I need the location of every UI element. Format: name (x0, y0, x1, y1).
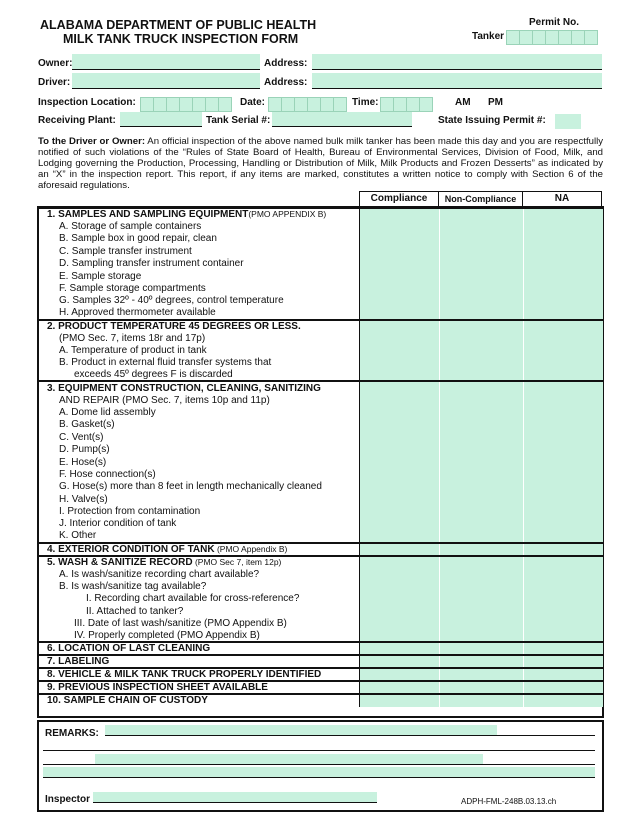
checklist-item-text: 8. VEHICLE & MILK TANK TRUCK PROPERLY IDENTIFIED (47, 669, 322, 681)
compliance-cell[interactable] (359, 468, 439, 480)
compliance-cell[interactable] (359, 618, 439, 630)
non-compliance-cell[interactable] (439, 406, 523, 418)
non-compliance-cell[interactable] (439, 518, 523, 530)
checklist-row (38, 220, 603, 232)
notice-paragraph (38, 136, 603, 191)
compliance-cell[interactable] (359, 220, 439, 232)
checklist-row (38, 208, 603, 220)
checklist-item-text: 2. PRODUCT TEMPERATURE 45 DEGREES OR LESS. (47, 320, 301, 332)
checklist-item-text: H. Valve(s) (59, 493, 108, 505)
address-label-2: Address: (264, 77, 308, 88)
remarks-line-1b (497, 725, 595, 736)
checklist-item-text: D. Pump(s) (59, 444, 110, 456)
checklist-item-text: F. Sample storage compartments (59, 283, 206, 295)
non-compliance-cell[interactable] (439, 258, 523, 270)
remarks-line-3b (43, 754, 595, 765)
am-option[interactable]: AM (455, 97, 471, 108)
checklist-item-label (38, 530, 359, 542)
checklist-item-text: (PMO Sec. 7, items 18r and 17p) (59, 332, 206, 344)
compliance-cell[interactable] (359, 580, 439, 592)
checklist-item-text: B. Is wash/sanitize tag available? (59, 581, 207, 593)
driver-address-input[interactable] (312, 73, 602, 89)
na-cell[interactable] (523, 381, 603, 393)
checklist-row (38, 282, 603, 294)
checklist-row (38, 394, 603, 406)
compliance-cell[interactable] (359, 556, 439, 568)
checklist-row (38, 307, 603, 319)
checklist-item-label (38, 518, 359, 530)
checklist-row (38, 481, 603, 493)
checklist-item-label (38, 543, 359, 556)
checklist-item-note: (PMO Appendix B) (214, 543, 288, 554)
na-cell[interactable] (523, 605, 603, 617)
checklist-item-text: C. Sample transfer instrument (59, 245, 192, 257)
non-compliance-cell[interactable] (439, 270, 523, 282)
na-cell[interactable] (523, 568, 603, 580)
compliance-cell[interactable] (359, 282, 439, 294)
compliance-cell[interactable] (359, 344, 439, 356)
checklist-item-text: 6. LOCATION OF LAST CLEANING (47, 643, 211, 655)
title-line-2: MILK TANK TRUCK INSPECTION FORM (63, 32, 299, 46)
title-line-1: ALABAMA DEPARTMENT OF PUBLIC HEALTH (40, 18, 317, 32)
checklist-item-label (38, 556, 359, 568)
non-compliance-cell[interactable] (439, 605, 523, 617)
compliance-cell[interactable] (359, 270, 439, 282)
non-compliance-cell[interactable] (439, 642, 523, 655)
checklist-item-label (38, 282, 359, 294)
checklist-row (38, 295, 603, 307)
checklist-item-label (38, 505, 359, 517)
checklist-row (38, 655, 603, 668)
non-compliance-cell[interactable] (439, 481, 523, 493)
na-cell[interactable] (523, 468, 603, 480)
checklist-row (38, 630, 603, 642)
na-cell[interactable] (523, 630, 603, 642)
checklist-item-label (38, 605, 359, 617)
non-compliance-cell[interactable] (439, 694, 523, 706)
compliance-cell[interactable] (359, 295, 439, 307)
checklist-item-label (38, 381, 359, 393)
checklist-row (38, 530, 603, 542)
non-compliance-cell[interactable] (439, 556, 523, 568)
checklist-row (38, 642, 603, 655)
checklist-item-label (38, 295, 359, 307)
compliance-cell[interactable] (359, 493, 439, 505)
compliance-cell[interactable] (359, 208, 439, 220)
compliance-cell[interactable] (359, 668, 439, 681)
na-cell[interactable] (523, 518, 603, 530)
date-input[interactable] (268, 97, 347, 112)
address-label-1: Address: (264, 58, 308, 69)
checklist-item-text: A. Storage of sample containers (59, 221, 202, 233)
remarks-line-2[interactable] (43, 740, 595, 751)
non-compliance-cell[interactable] (439, 307, 523, 319)
compliance-cell[interactable] (359, 630, 439, 642)
non-compliance-cell[interactable] (439, 493, 523, 505)
non-compliance-cell[interactable] (439, 443, 523, 455)
na-cell[interactable] (523, 233, 603, 245)
compliance-cell[interactable] (359, 694, 439, 706)
compliance-cell[interactable] (359, 642, 439, 655)
checklist-row (38, 556, 603, 568)
na-cell[interactable] (523, 493, 603, 505)
na-cell[interactable] (523, 580, 603, 592)
compliance-cell[interactable] (359, 369, 439, 381)
checklist-row (38, 320, 603, 332)
checklist-item-label (38, 320, 359, 332)
na-cell[interactable] (523, 681, 603, 694)
na-cell[interactable] (523, 530, 603, 542)
compliance-cell[interactable] (359, 431, 439, 443)
non-compliance-cell[interactable] (439, 505, 523, 517)
checklist-row (38, 568, 603, 580)
na-cell[interactable] (523, 394, 603, 406)
compliance-cell[interactable] (359, 233, 439, 245)
tank-serial-input[interactable] (272, 112, 412, 127)
checklist-item-text: K. Other (59, 530, 97, 542)
non-compliance-cell[interactable] (439, 630, 523, 642)
na-cell[interactable] (523, 220, 603, 232)
na-cell[interactable] (523, 655, 603, 668)
checklist-row (38, 505, 603, 517)
non-compliance-cell[interactable] (439, 580, 523, 592)
checklist-row (38, 694, 603, 706)
compliance-cell[interactable] (359, 332, 439, 344)
non-compliance-cell[interactable] (439, 655, 523, 668)
checklist-item-label (38, 681, 359, 694)
checklist-item-label (38, 233, 359, 245)
na-cell[interactable] (523, 208, 603, 220)
checklist-row (38, 258, 603, 270)
remarks-label: REMARKS: (45, 728, 99, 739)
na-cell[interactable] (523, 320, 603, 332)
notice-lead: To the Driver or Owner: (38, 136, 146, 147)
checklist-item-text: A. Is wash/sanitize recording chart available? (59, 568, 260, 580)
checklist-item-label (38, 443, 359, 455)
state-permit-input[interactable] (555, 114, 581, 129)
checklist-row (38, 245, 603, 257)
non-compliance-cell[interactable] (439, 233, 523, 245)
checklist-item-text: 5. WASH & SANITIZE RECORD (47, 556, 193, 568)
checklist-row (38, 332, 603, 344)
form-code: ADPH-FML-248B.03.13.ch (461, 797, 557, 806)
non-compliance-cell[interactable] (439, 357, 523, 369)
checklist-item-text: I. Protection from contamination (59, 506, 201, 518)
non-compliance-cell[interactable] (439, 431, 523, 443)
checklist-item-label (38, 258, 359, 270)
checklist-row (38, 406, 603, 418)
pm-option[interactable]: PM (488, 97, 503, 108)
inspection-location-input[interactable] (140, 97, 232, 112)
form-title (40, 18, 316, 46)
checklist-item-label (38, 220, 359, 232)
checklist-item-label (38, 419, 359, 431)
receiving-plant-input[interactable] (120, 112, 202, 127)
checklist-item-text: 1. SAMPLES AND SAMPLING EQUIPMENT (47, 209, 249, 221)
na-cell[interactable] (523, 245, 603, 257)
compliance-cell[interactable] (359, 655, 439, 668)
compliance-cell[interactable] (359, 381, 439, 393)
checklist-row (38, 419, 603, 431)
checklist-row (38, 456, 603, 468)
checklist-row (38, 593, 603, 605)
checklist-row (38, 468, 603, 480)
checklist-item-label (38, 618, 359, 630)
owner-label: Owner: (38, 58, 73, 69)
non-compliance-cell[interactable] (439, 369, 523, 381)
na-cell[interactable] (523, 431, 603, 443)
checklist-item-label (38, 394, 359, 406)
checklist-item-label (38, 369, 359, 381)
checklist-item-label (38, 245, 359, 257)
non-compliance-cell[interactable] (439, 320, 523, 332)
checklist-item-label (38, 493, 359, 505)
checklist-item-label (38, 332, 359, 344)
compliance-cell[interactable] (359, 605, 439, 617)
na-cell[interactable] (523, 443, 603, 455)
na-cell[interactable] (523, 344, 603, 356)
checklist-item-label (38, 642, 359, 655)
checklist-item-note: (PMO Sec 7, item 12p) (192, 556, 282, 567)
checklist-item-label (38, 468, 359, 480)
driver-input[interactable] (72, 73, 260, 89)
checklist-item-text: AND REPAIR (PMO Sec. 7, items 10p and 11p) (59, 394, 270, 406)
na-cell[interactable] (523, 369, 603, 381)
non-compliance-cell[interactable] (439, 668, 523, 681)
checklist-item-text: exceeds 45º degrees F is discarded (74, 369, 233, 381)
non-compliance-cell[interactable] (439, 530, 523, 542)
inspector-label: Inspector (45, 794, 91, 805)
checklist-row (38, 270, 603, 282)
checklist-row (38, 518, 603, 530)
non-compliance-cell[interactable] (439, 681, 523, 694)
non-compliance-cell[interactable] (439, 282, 523, 294)
checklist-item-text: J. Interior condition of tank (59, 518, 177, 530)
col-non-compliance: Non-Compliance (438, 191, 523, 207)
tanker-label: Tanker (472, 31, 505, 42)
na-cell[interactable] (523, 258, 603, 270)
compliance-cell[interactable] (359, 419, 439, 431)
checklist-item-text: B. Gasket(s) (59, 419, 115, 431)
tank-serial-label: Tank Serial #: (206, 115, 271, 126)
remarks-line-1[interactable] (105, 725, 497, 736)
checklist-item-label (38, 630, 359, 642)
checklist-item-label (38, 593, 359, 605)
checklist-item-label (38, 580, 359, 592)
checklist-row (38, 443, 603, 455)
checklist-item-text: 10. SAMPLE CHAIN OF CUSTODY (47, 695, 208, 707)
remarks-line-4[interactable] (43, 767, 595, 778)
non-compliance-cell[interactable] (439, 332, 523, 344)
compliance-cell[interactable] (359, 518, 439, 530)
compliance-cell[interactable] (359, 394, 439, 406)
date-label: Date: (240, 97, 266, 108)
checklist-item-text: B. Sample box in good repair, clean (59, 233, 217, 245)
na-cell[interactable] (523, 332, 603, 344)
checklist-row (38, 431, 603, 443)
checklist-row (38, 618, 603, 630)
compliance-cell[interactable] (359, 406, 439, 418)
checklist-row (38, 233, 603, 245)
na-cell[interactable] (523, 419, 603, 431)
time-input[interactable] (380, 97, 433, 112)
compliance-cell[interactable] (359, 320, 439, 332)
inspection-location-label: Inspection Location: (38, 97, 136, 108)
compliance-cell[interactable] (359, 593, 439, 605)
non-compliance-cell[interactable] (439, 344, 523, 356)
checklist-item-text: G. Hose(s) more than 8 feet in length mechanically cleaned (59, 481, 322, 493)
na-cell[interactable] (523, 543, 603, 556)
checklist-item-text: E. Hose(s) (59, 456, 107, 468)
checklist-table (38, 207, 603, 707)
non-compliance-cell[interactable] (439, 245, 523, 257)
na-cell[interactable] (523, 406, 603, 418)
checklist-item-label (38, 406, 359, 418)
checklist-item-text: E. Sample storage (59, 270, 142, 282)
checklist-item-text: D. Sampling transfer instrument container (59, 258, 244, 270)
checklist-item-note: (PMO APPENDIX B) (248, 209, 327, 220)
checklist-item-text: F. Hose connection(s) (59, 468, 156, 480)
time-label: Time: (352, 97, 379, 108)
na-cell[interactable] (523, 270, 603, 282)
checklist-item-label (38, 344, 359, 356)
checklist-row (38, 369, 603, 381)
notice-body: An official inspection of the above named bulk milk tanker has been made this day and you are respectfully notified of such violations of the “Rules of State Board of Health, Bureau of Environmental Services, Division of Food, Milk, and Lodging governing the Production, Processing, Handling or Distribution of Milk, Milk Products and Frozen Desserts” as indicated by an “X” in the inspection report. This report, if any items are marked, constitutes a written notice to comply with Section 6 of the aforesaid regulations. (38, 136, 604, 191)
checklist-item-label (38, 431, 359, 443)
compliance-cell[interactable] (359, 245, 439, 257)
checklist-item-label (38, 307, 359, 319)
checklist-item-text: 3. EQUIPMENT CONSTRUCTION, CLEANING, SANITIZING (47, 382, 321, 394)
na-cell[interactable] (523, 481, 603, 493)
na-cell[interactable] (523, 282, 603, 294)
col-na: NA (522, 191, 602, 207)
checklist-item-label (38, 270, 359, 282)
non-compliance-cell[interactable] (439, 208, 523, 220)
state-permit-label: State Issuing Permit #: (438, 115, 546, 126)
checklist-row (38, 543, 603, 556)
inspector-input[interactable] (93, 792, 377, 803)
receiving-plant-label: Receiving Plant: (38, 115, 116, 126)
non-compliance-cell[interactable] (439, 220, 523, 232)
checklist-item-text: A. Dome lid assembly (59, 406, 156, 418)
na-cell[interactable] (523, 505, 603, 517)
checklist-item-text: II. Attached to tanker? (86, 605, 184, 617)
na-cell[interactable] (523, 618, 603, 630)
compliance-cell[interactable] (359, 543, 439, 556)
compliance-cell[interactable] (359, 357, 439, 369)
na-cell[interactable] (523, 642, 603, 655)
na-cell[interactable] (523, 694, 603, 706)
checklist-item-label (38, 655, 359, 668)
checklist-row (38, 344, 603, 356)
checklist-item-text: G. Samples 32º - 40º degrees, control temperature (59, 295, 284, 307)
compliance-cell[interactable] (359, 530, 439, 542)
checklist-item-text: C. Vent(s) (59, 431, 104, 443)
checklist-item-text: IV. Properly completed (PMO Appendix B) (74, 630, 260, 642)
non-compliance-cell[interactable] (439, 593, 523, 605)
checklist-row (38, 681, 603, 694)
checklist-item-label (38, 481, 359, 493)
checklist-item-label (38, 568, 359, 580)
na-cell[interactable] (523, 357, 603, 369)
compliance-cell[interactable] (359, 505, 439, 517)
na-cell[interactable] (523, 295, 603, 307)
compliance-cell[interactable] (359, 443, 439, 455)
na-cell[interactable] (523, 668, 603, 681)
non-compliance-cell[interactable] (439, 419, 523, 431)
checklist-item-label (38, 208, 359, 220)
remarks-box (37, 720, 604, 812)
owner-input[interactable] (72, 54, 260, 70)
checklist-item-text: 7. LABELING (47, 656, 110, 668)
na-cell[interactable] (523, 593, 603, 605)
checklist-item-label (38, 694, 359, 706)
compliance-cell[interactable] (359, 481, 439, 493)
non-compliance-cell[interactable] (439, 295, 523, 307)
checklist-row (38, 668, 603, 681)
checklist-row (38, 357, 603, 369)
col-compliance: Compliance (359, 191, 439, 207)
tanker-input[interactable] (506, 30, 598, 45)
compliance-cell[interactable] (359, 568, 439, 580)
non-compliance-cell[interactable] (439, 568, 523, 580)
compliance-cell[interactable] (359, 456, 439, 468)
driver-label: Driver: (38, 77, 71, 88)
compliance-cell[interactable] (359, 258, 439, 270)
non-compliance-cell[interactable] (439, 618, 523, 630)
checklist-row (38, 580, 603, 592)
compliance-cell[interactable] (359, 681, 439, 694)
checklist-row (38, 605, 603, 617)
checklist-row (38, 493, 603, 505)
checklist-item-label (38, 456, 359, 468)
non-compliance-cell[interactable] (439, 468, 523, 480)
checklist-item-text: III. Date of last wash/sanitize (PMO Appendix B) (74, 618, 287, 630)
na-cell[interactable] (523, 307, 603, 319)
non-compliance-cell[interactable] (439, 543, 523, 556)
non-compliance-cell[interactable] (439, 394, 523, 406)
checklist-row (38, 381, 603, 393)
checklist-item-label (38, 357, 359, 369)
na-cell[interactable] (523, 456, 603, 468)
non-compliance-cell[interactable] (439, 381, 523, 393)
checklist-item-label (38, 668, 359, 681)
checklist-item-text: B. Product in external fluid transfer systems that (59, 357, 272, 369)
na-cell[interactable] (523, 556, 603, 568)
permit-label: Permit No. (529, 17, 580, 28)
checklist-item-text: A. Temperature of product in tank (59, 344, 207, 356)
checklist-item-text: I. Recording chart available for cross-reference? (86, 593, 300, 605)
checklist-item-text: 9. PREVIOUS INSPECTION SHEET AVAILABLE (47, 682, 268, 694)
checklist-item-text: 4. EXTERIOR CONDITION OF TANK (47, 543, 215, 555)
non-compliance-cell[interactable] (439, 456, 523, 468)
compliance-cell[interactable] (359, 307, 439, 319)
checklist-item-text: H. Approved thermometer available (59, 307, 216, 319)
owner-address-input[interactable] (312, 54, 602, 70)
